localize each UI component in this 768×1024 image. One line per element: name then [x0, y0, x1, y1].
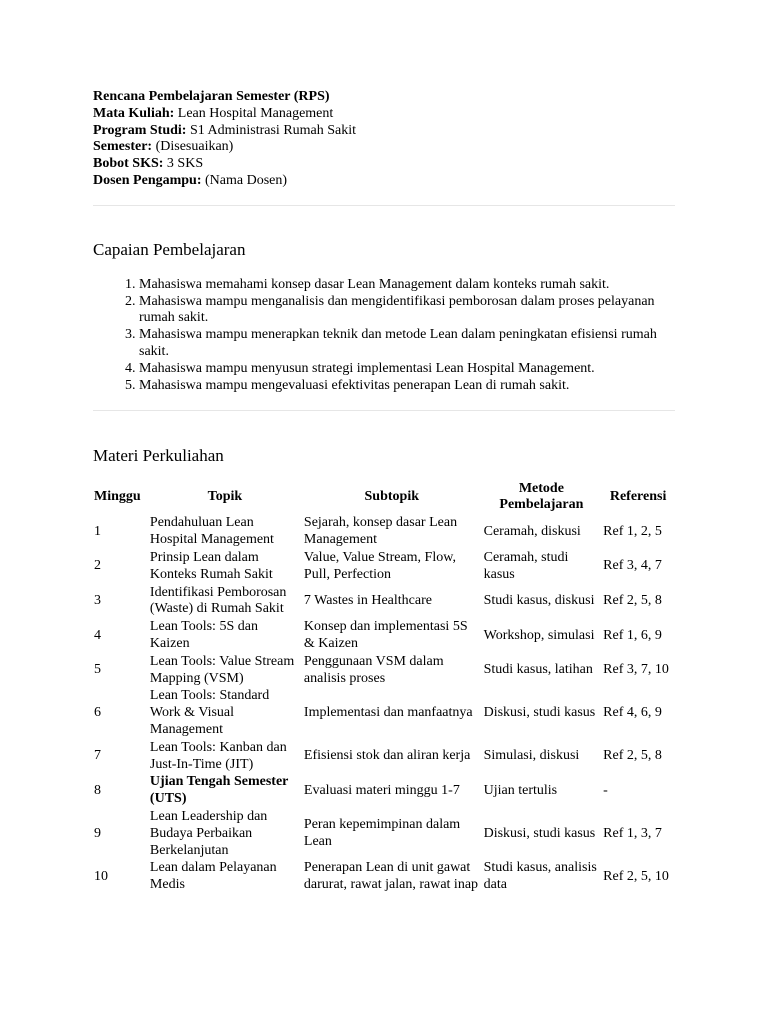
cell-minggu: 8 [94, 782, 101, 798]
cell-referensi: Ref 2, 5, 8 [603, 592, 662, 608]
table-row [93, 515, 675, 550]
cell-referensi: Ref 1, 2, 5 [603, 523, 662, 539]
cell-minggu: 5 [94, 662, 101, 678]
capaian-item: 3. Mahasiswa mampu menerapkan teknik dan metode Lean dalam peningkatan efisiensi rumah sakit. [139, 327, 675, 361]
column-header-topik: Topik [207, 488, 243, 504]
cell-subtopik: Evaluasi materi minggu 1-7 [303, 782, 460, 798]
cell-metode: Studi kasus, latihan [483, 662, 593, 678]
cell-referensi: Ref 1, 3, 7 [603, 825, 662, 841]
cell-referensi: Ref 3, 7, 10 [603, 662, 669, 678]
capaian-heading: Capaian Pembelajaran [93, 239, 246, 259]
materi-heading: Materi Perkuliahan [93, 446, 224, 466]
cell-referensi: - [603, 782, 608, 798]
cell-referensi: Ref 2, 5, 10 [603, 868, 669, 884]
column-header-minggu: Minggu [94, 488, 141, 504]
cell-metode: Studi kasus, analisis data [483, 860, 597, 893]
meta-dosen-pengampu: Dosen Pengampu: (Nama Dosen) [93, 172, 288, 188]
document-header [93, 89, 675, 190]
table-row [93, 774, 675, 809]
cell-topik: Identifikasi Pemborosan (Waste) di Rumah Sakit [149, 584, 287, 617]
cell-referensi: Ref 1, 6, 9 [603, 627, 662, 643]
cell-metode: Ceramah, studi kasus [483, 549, 569, 582]
column-header-metode: Metode Pembelajaran [499, 480, 584, 513]
cell-subtopik: Peran kepemimpinan dalam Lean [303, 817, 461, 850]
capaian-list [93, 277, 675, 395]
cell-minggu: 7 [94, 748, 101, 764]
cell-referensi: Ref 3, 4, 7 [603, 558, 662, 574]
cell-topik: Prinsip Lean dalam Konteks Rumah Sakit [149, 549, 273, 582]
table-row [93, 619, 675, 654]
cell-topik: Ujian Tengah Semester (UTS) [149, 774, 289, 807]
cell-metode: Diskusi, studi kasus [483, 825, 596, 841]
cell-topik: Lean dalam Pelayanan Medis [149, 860, 277, 893]
cell-minggu: 9 [94, 825, 101, 841]
document-title: Rencana Pembelajaran Semester (RPS) [93, 89, 330, 104]
cell-minggu: 4 [94, 627, 101, 643]
column-header-referensi: Referensi [609, 488, 667, 504]
materi-table-body [93, 515, 675, 895]
meta-bobot-sks: Bobot SKS: 3 SKS [93, 156, 204, 172]
cell-metode: Workshop, simulasi [483, 627, 595, 643]
cell-metode: Ceramah, diskusi [483, 523, 581, 539]
cell-metode: Simulasi, diskusi [483, 748, 580, 764]
cell-minggu: 6 [94, 705, 101, 721]
table-row [93, 654, 675, 689]
table-row [93, 809, 675, 860]
capaian-item: 4. Mahasiswa mampu menyusun strategi implementasi Lean Hospital Management. [139, 361, 675, 378]
cell-topik: Lean Leadership dan Budaya Perbaikan Berkelanjutan [149, 808, 268, 858]
cell-minggu: 1 [94, 523, 101, 539]
meta-mata-kuliah: Mata Kuliah: Lean Hospital Management [93, 105, 334, 121]
cell-referensi: Ref 2, 5, 8 [603, 748, 662, 764]
cell-metode: Studi kasus, diskusi [483, 592, 595, 608]
table-row [93, 740, 675, 775]
section-divider [93, 205, 675, 206]
table-header-row [93, 479, 675, 515]
cell-subtopik: Penggunaan VSM dalam analisis proses [303, 653, 444, 686]
cell-referensi: Ref 4, 6, 9 [603, 705, 662, 721]
cell-subtopik: 7 Wastes in Healthcare [303, 592, 432, 608]
section-divider [93, 410, 675, 411]
cell-minggu: 3 [94, 592, 101, 608]
cell-subtopik: Penerapan Lean di unit gawat darurat, rawat jalan, rawat inap [303, 860, 479, 893]
table-row [93, 585, 675, 620]
cell-subtopik: Efisiensi stok dan aliran kerja [303, 748, 471, 764]
cell-topik: Pendahuluan Lean Hospital Management [149, 515, 274, 548]
column-header-subtopik: Subtopik [364, 488, 419, 504]
document-page [93, 89, 675, 895]
cell-topik: Lean Tools: Kanban dan Just-In-Time (JIT) [149, 739, 287, 772]
meta-program-studi: Program Studi: S1 Administrasi Rumah Sakit [93, 122, 357, 138]
capaian-item: 5. Mahasiswa mampu mengevaluasi efektivitas penerapan Lean di rumah sakit. [139, 378, 675, 395]
cell-metode: Ujian tertulis [483, 782, 558, 798]
cell-topik: Lean Tools: 5S dan Kaizen [149, 619, 258, 651]
capaian-item: 2. Mahasiswa mampu menganalisis dan mengidentifikasi pemborosan dalam proses pelayanan rumah sakit. [139, 294, 675, 328]
cell-minggu: 2 [94, 558, 101, 574]
cell-subtopik: Implementasi dan manfaatnya [303, 705, 473, 721]
cell-topik: Lean Tools: Value Stream Mapping (VSM) [149, 653, 295, 686]
capaian-item: 1. Mahasiswa memahami konsep dasar Lean Management dalam konteks rumah sakit. [139, 277, 675, 294]
cell-metode: Diskusi, studi kasus [483, 705, 596, 721]
table-row [93, 550, 675, 585]
cell-topik: Lean Tools: Standard Work & Visual Management [149, 688, 270, 737]
cell-subtopik: Value, Value Stream, Flow, Pull, Perfection [303, 549, 456, 582]
table-row [93, 860, 675, 895]
materi-table [93, 479, 675, 895]
meta-semester: Semester: (Disesuaikan) [93, 139, 234, 155]
cell-minggu: 10 [94, 868, 108, 884]
table-row [93, 688, 675, 739]
cell-subtopik: Sejarah, konsep dasar Lean Management [303, 515, 458, 548]
cell-subtopik: Konsep dan implementasi 5S & Kaizen [303, 619, 468, 651]
